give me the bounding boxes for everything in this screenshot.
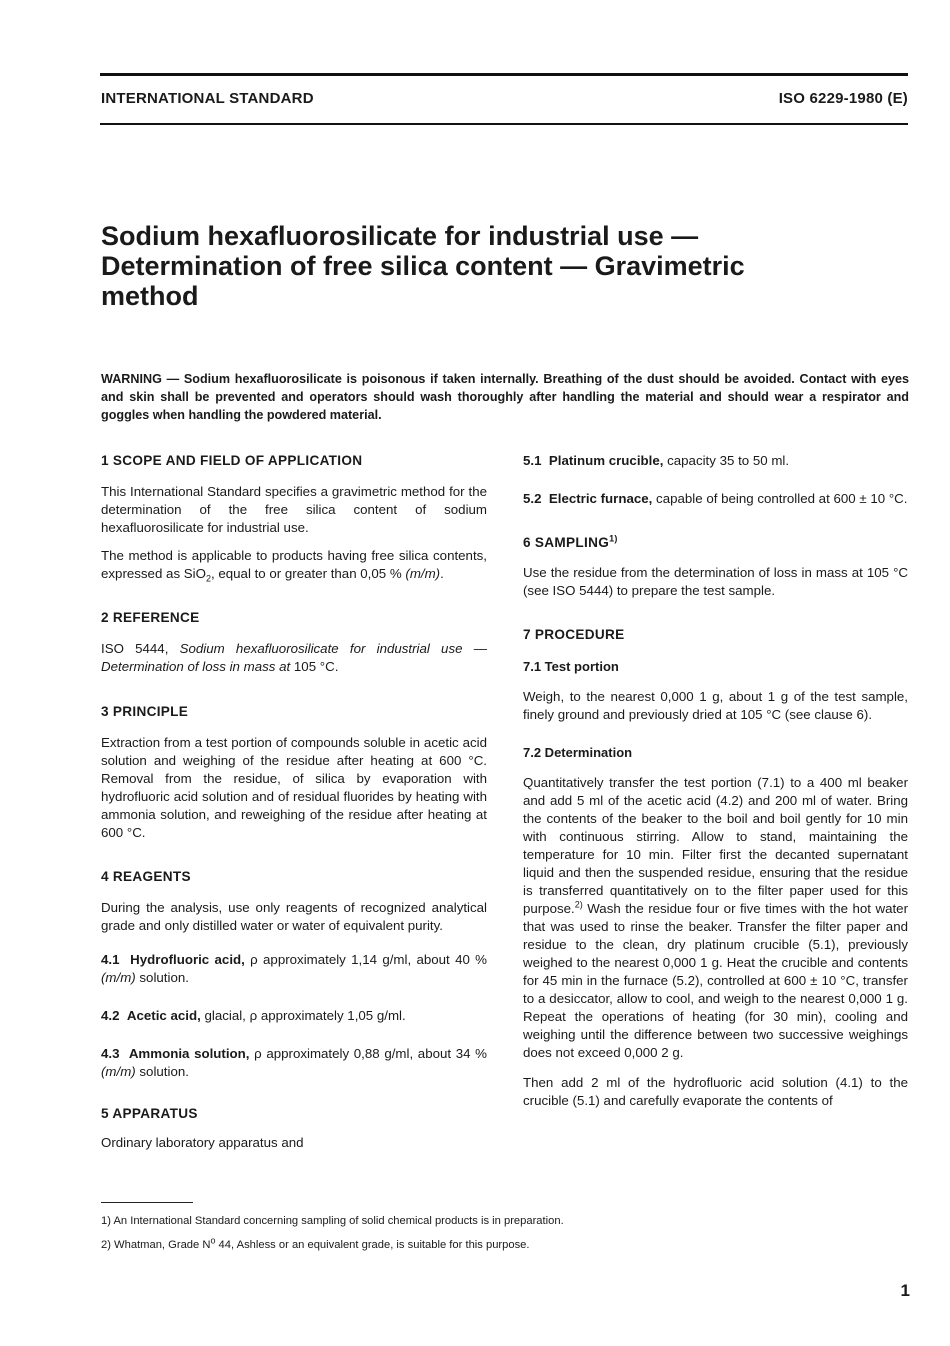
subsection-7-2-paragraph-1: Quantitatively transfer the test portion (7.1) to a 400 ml beaker and add 5 ml of the acetic acid (4.2) and 200 ml of water. Bring the contents of the beaker to the boil and boil gently for 10 min with continuous stirring. Allow to stand, maintaining the temperature for 10 min. Filter first the decanted supernatant liquid and then the suspended residue, ensuring that the residue is transferred quantitatively on to the filter paper used for this purpose.$^{2)}$ Wash the residue four or five times with the hot water that was used to rinse the beaker. Transfer the filter paper and residue to the clean, dry platinum crucible (5.1), previously weighed to the nearest 0,000 1 g. Heat the crucible and contents for 45 min in the furnace (5.2), controlled at 600 ± 10 °C, transfer to a desiccator, allow to cool, and weigh to the nearest 0,000 1 g. Repeat the operations of heating (for 30 min), cooling and weighing until the difference between two successive weighings does not exceed 0,000 2 g. xyxy=(523,775,908,1060)
section-6-paragraph: Use the residue from the determination of loss in mass at 105 °C (see ISO 5444) to prepare the test sample. xyxy=(523,565,908,598)
section-3-heading: 3 PRINCIPLE xyxy=(101,704,189,719)
page-number: 1 xyxy=(900,1281,910,1300)
section-5-paragraph: Ordinary laboratory apparatus and xyxy=(101,1135,304,1150)
section-5-heading: 5 APPARATUS xyxy=(101,1106,198,1121)
warning-notice: WARNING — Sodium hexafluorosilicate is poisonous if taken internally. Breathing of the dust should be avoided. Contact with eyes and skin shall be prevented and operators should wash thoroughly after handling the material and should wear a respirator and goggles when handling the powdered material. xyxy=(101,372,909,422)
right-column xyxy=(523,452,908,1110)
header-bottom-rule xyxy=(100,123,908,125)
section-4-heading: 4 REAGENTS xyxy=(101,869,191,884)
header-top-rule xyxy=(100,73,908,76)
title-line-1: Sodium hexafluorosilicate for industrial use — xyxy=(101,221,699,251)
reagent-4-3: 4.3 Ammonia solution, ρ approximately 0,88 g/ml, about 34 % (m/m) solution. xyxy=(101,1046,487,1079)
subsection-7-2-heading: 7.2 Determination xyxy=(523,745,633,760)
section-3-paragraph: Extraction from a test portion of compounds soluble in acetic acid solution and weighing of the residue after heating at 600 °C. Removal from the residue, of silica by evaporation with hydrofluoric acid solution and of residual fluorides by heating with ammonia solution, and reweighing of the residue after heating at 600 °C. xyxy=(101,735,487,840)
section-2-reference: ISO 5444, Sodium hexafluorosilicate for industrial use — Determination of loss in mass at 105 °C. xyxy=(101,641,487,674)
subsection-7-2-paragraph-2: Then add 2 ml of the hydrofluoric acid solution (4.1) to the crucible (5.1) and carefully evaporate the contents of xyxy=(523,1075,908,1108)
section-6-heading: 6 SAMPLING$^{1)}$ xyxy=(523,533,618,550)
footnote-2: 2) Whatman, Grade $N^o$ 44, Ashless or an equivalent grade, is suitable for this purpose. xyxy=(101,1235,530,1251)
subsection-7-1-paragraph: Weigh, to the nearest 0,000 1 g, about 1 g of the test sample, finely ground and previously dried at 105 °C (see clause 6). xyxy=(523,689,908,722)
title-line-3: method xyxy=(101,281,199,311)
section-1-paragraph-1: This International Standard specifies a gravimetric method for the determination of the free silica content of sodium hexafluorosilicate for industrial use. xyxy=(101,484,487,535)
footnote-rule xyxy=(101,1202,193,1203)
section-4-paragraph: During the analysis, use only reagents of recognized analytical grade and only distilled water or water of equivalent purity. xyxy=(101,900,487,933)
section-1-paragraph-2: The method is applicable to products having free silica contents, expressed as SiO$_2$, equal to or greater than 0,05 % (m/m). xyxy=(101,548,487,584)
document-title xyxy=(101,221,901,311)
footnotes xyxy=(101,1213,909,1261)
header-standard-number: ISO 6229-1980 (E) xyxy=(778,90,908,107)
left-column xyxy=(101,452,487,1152)
title-line-2: Determination of free silica content — Gravimetric xyxy=(101,251,745,281)
reagent-4-1: 4.1 Hydrofluoric acid, ρ approximately 1,14 g/ml, about 40 % (m/m) solution. xyxy=(101,952,488,985)
section-2-heading: 2 REFERENCE xyxy=(101,610,200,625)
header-standard-type: INTERNATIONAL STANDARD xyxy=(101,90,314,107)
reagent-4-2: 4.2 Acetic acid, glacial, ρ approximately 1,05 g/ml. xyxy=(101,1008,406,1023)
footnote-1: 1) An International Standard concerning sampling of solid chemical products is in preparation. xyxy=(101,1215,564,1227)
section-1-heading: 1 SCOPE AND FIELD OF APPLICATION xyxy=(101,453,363,468)
apparatus-5-2: 5.2 Electric furnace, capable of being controlled at 600 ± 10 °C. xyxy=(523,491,908,506)
subsection-7-1-heading: 7.1 Test portion xyxy=(523,659,619,674)
apparatus-5-1: 5.1 Platinum crucible, capacity 35 to 50 ml. xyxy=(523,453,790,468)
section-7-heading: 7 PROCEDURE xyxy=(523,627,625,642)
